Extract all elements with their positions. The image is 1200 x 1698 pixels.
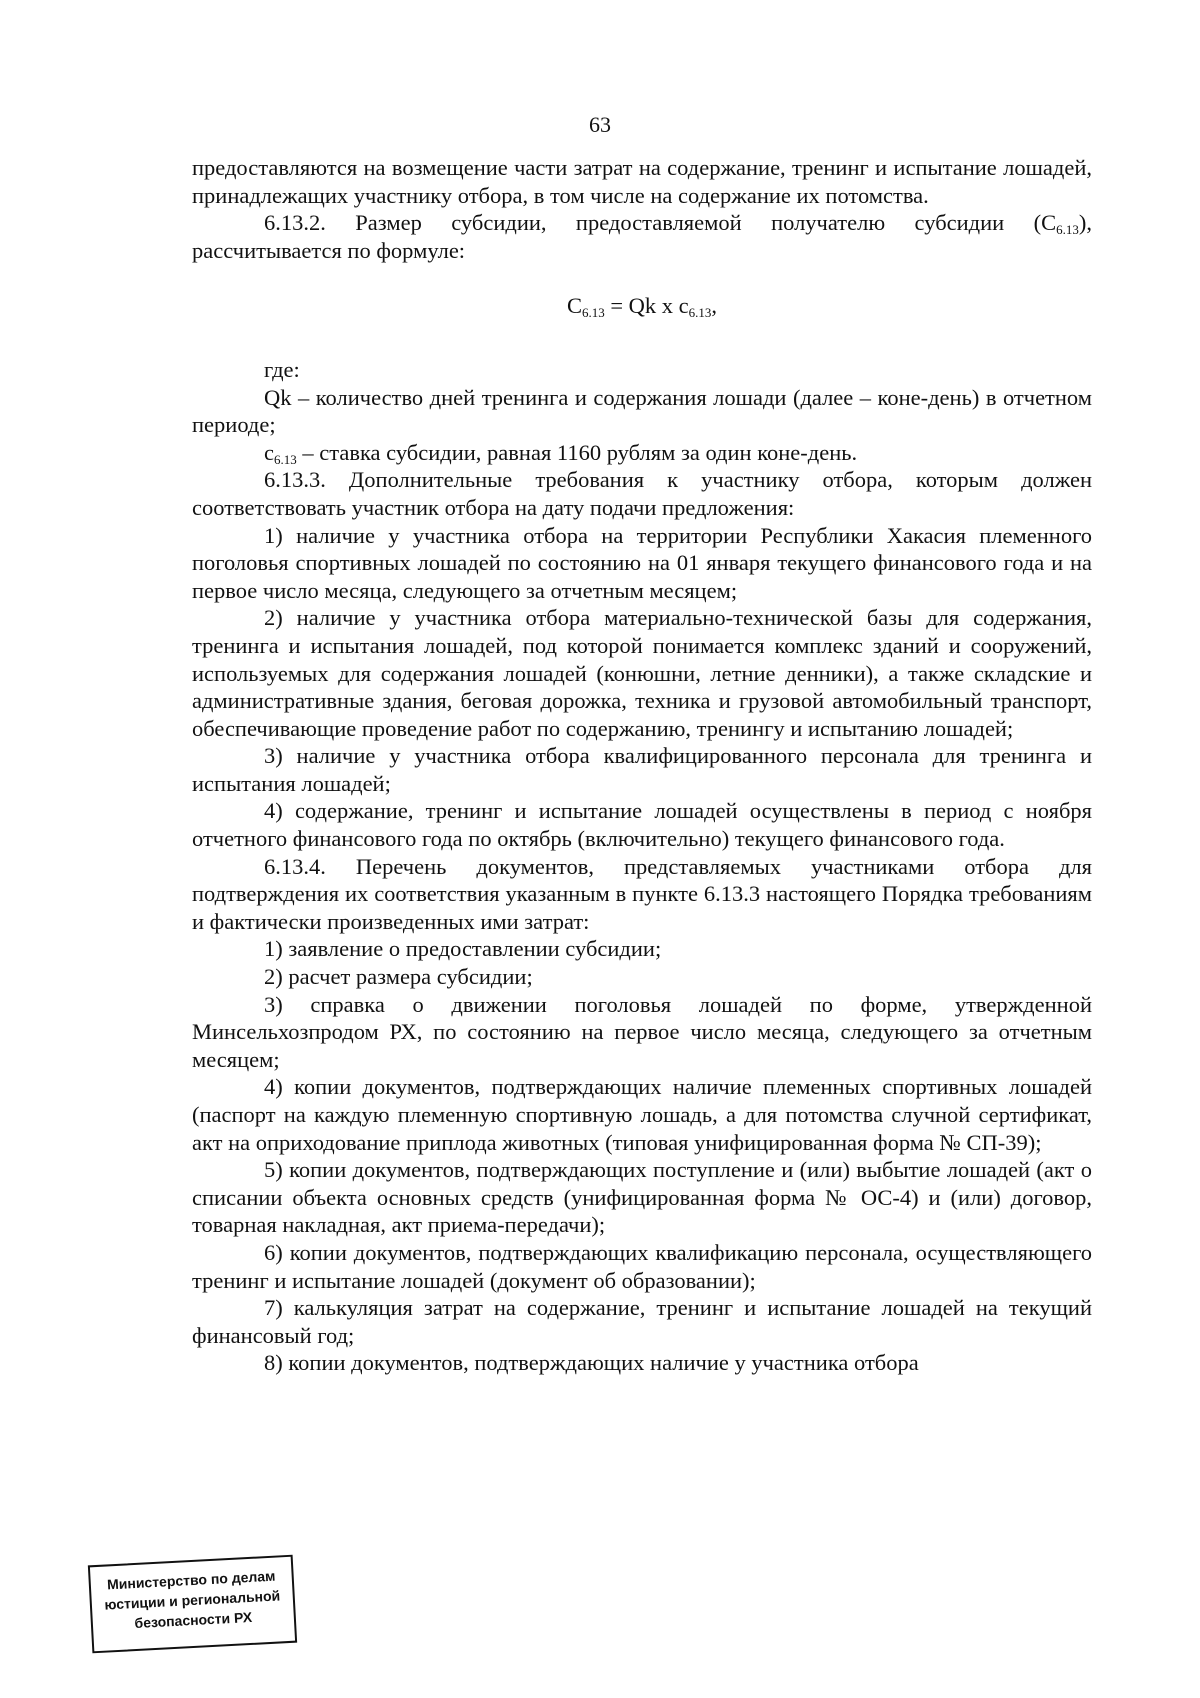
list-item: 8) копии документов, подтверждающих наличие у участника отбора	[264, 1350, 919, 1376]
list-item: 4) копии документов, подтверждающих наличие племенных спортивных лошадей (паспорт на каждую племенную спортивную лошадь, а для потомства случной сертификат, акт на оприходование приплода животных (типовая унифицированная форма № СП-39);	[192, 1074, 1092, 1155]
list-item: 7) калькуляция затрат на содержание, тренинг и испытание лошадей на текущий финансовый год;	[192, 1295, 1092, 1348]
page-number: 63	[589, 112, 611, 137]
definition-rate: $с_{6.13}$ – ставка субсидии, равная 1160 рублям за один коне-день.	[264, 439, 858, 467]
list-item: 2) расчет размера субсидии;	[264, 964, 533, 990]
paragraph-6-13-4: 6.13.4. Перечень документов, представляемых участниками отбора для подтверждения их соответствия указанным в пункте 6.13.3 настоящего Порядка требованиям и фактически произведенных ими затрат:	[192, 853, 1092, 934]
ministry-stamp	[88, 1555, 297, 1654]
paragraph-6-13-2: 6.13.2. Размер субсидии, предоставляемой получателю субсидии $(С_{6.13})$, рассчитывается по формуле:	[192, 210, 1092, 263]
list-item: 1) наличие у участника отбора на территории Республики Хакасия племенного поголовья спортивных лошадей по состоянию на 01 января текущего финансового года и на первое число месяца, следующего за отчетным месяцем;	[192, 522, 1092, 603]
list-item: 6) копии документов, подтверждающих квалификацию персонала, осуществляющего тренинг и испытание лошадей (документ об образовании);	[192, 1239, 1092, 1293]
list-item: 2) наличие у участника отбора материально-технической базы для содержания, тренинга и испытания лошадей, под которой понимается комплекс зданий и сооружений, используемых для содержания лошадей (конюшни, летние денники), а также складские и административные здания, беговая дорожка, техника и грузовой автомобильный транспорт, обеспечивающие проведение работ по содержанию, тренингу и испытанию лошадей;	[192, 605, 1092, 741]
where-label: где:	[264, 356, 300, 382]
list-item: 3) справка о движении поголовья лошадей по форме, утвержденной Минсельхозпродом РХ, по состоянию на первое число месяца, следующего за отчетным месяцем;	[192, 991, 1092, 1072]
paragraph-intro: предоставляются на возмещение части затрат на содержание, тренинг и испытание лошадей, принадлежащих участнику отбора, в том числе на содержание их потомства.	[192, 155, 1092, 208]
formula: $С_{6.13} = Qk$ x $с_{6.13}$,	[566, 293, 718, 321]
list-item: 3) наличие у участника отбора квалифицированного персонала для тренинга и испытания лошадей;	[192, 743, 1092, 796]
list-item: 1) заявление о предоставлении субсидии;	[264, 936, 662, 962]
list-item: 5) копии документов, подтверждающих поступление и (или) выбытие лошадей (акт о списании объекта основных средств (унифицированная форма № ОС-4) и (или) договор, товарная накладная, акт приема-передачи);	[192, 1157, 1092, 1238]
stamp-line: юстиции и региональной	[104, 1587, 281, 1613]
stamp-line: Министерство по делам	[106, 1567, 276, 1593]
stamp-line: безопасности РХ	[134, 1608, 253, 1632]
document-body	[192, 154, 1092, 1377]
definition-qk: Qk – количество дней тренинга и содержания лошади (далее – коне-день) в отчетном периоде;	[192, 384, 1092, 438]
list-item: 4) содержание, тренинг и испытание лошадей осуществлены в период с ноября отчетного финансового года по октябрь (включительно) текущего финансового года.	[192, 798, 1092, 852]
paragraph-6-13-3: 6.13.3. Дополнительные требования к участнику отбора, которым должен соответствовать участник отбора на дату подачи предложения:	[192, 467, 1092, 520]
